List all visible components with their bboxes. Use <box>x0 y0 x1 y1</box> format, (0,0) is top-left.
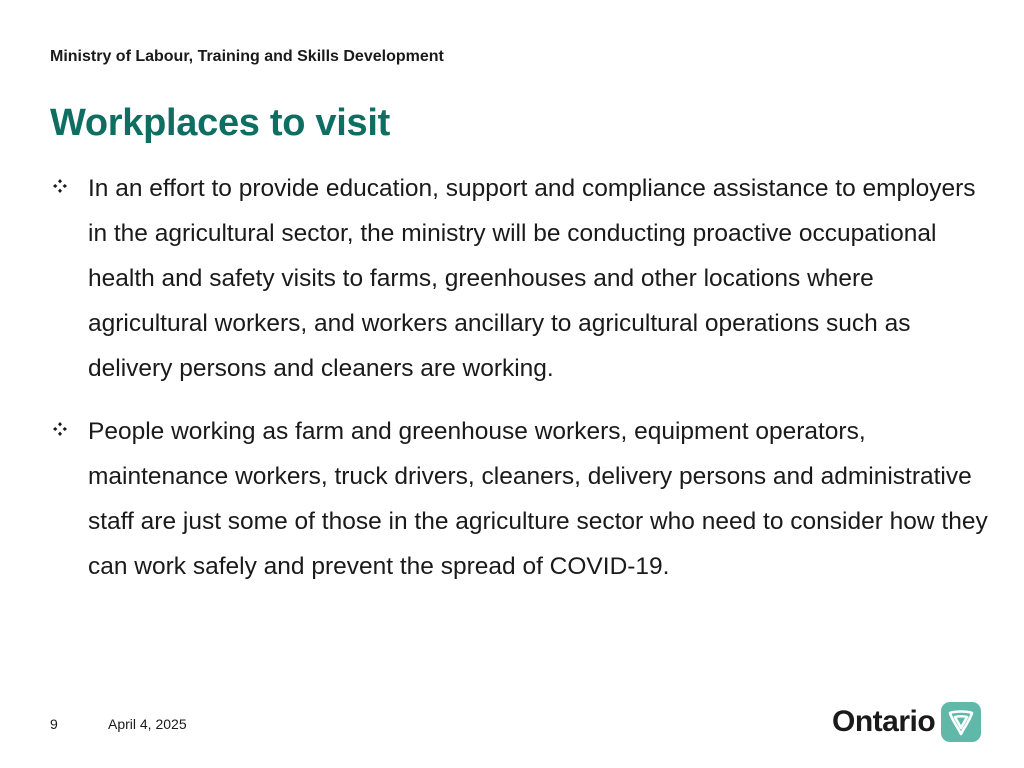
slide-date: April 4, 2025 <box>108 716 187 732</box>
ontario-logo <box>832 700 981 744</box>
diamond-bullet-icon <box>52 421 68 437</box>
bullet-list <box>50 166 990 607</box>
page-number: 9 <box>50 716 58 732</box>
ministry-name: Ministry of Labour, Training and Skills Development <box>50 48 444 65</box>
ontario-trillium-icon <box>941 702 981 742</box>
diamond-bullet-icon <box>52 178 68 194</box>
bullet-text: People working as farm and greenhouse workers, equipment operators, maintenance workers, truck drivers, cleaners, delivery persons and administrative staff are just some of those in the agriculture sector who need to consider how they can work safely and prevent the spread of COVID-19. <box>88 418 988 580</box>
bullet-text: In an effort to provide education, support and compliance assistance to employers in the agricultural sector, the ministry will be conducting proactive occupational health and safety visits to farms, greenhouses and other locations where agricultural workers, and workers ancillary to agricultural operations such as delivery persons and cleaners are working. <box>88 175 976 382</box>
slide-title: Workplaces to visit <box>50 102 390 144</box>
logo-wordmark: Ontario <box>832 705 936 738</box>
bullet-item <box>50 409 990 589</box>
bullet-item <box>50 166 990 391</box>
